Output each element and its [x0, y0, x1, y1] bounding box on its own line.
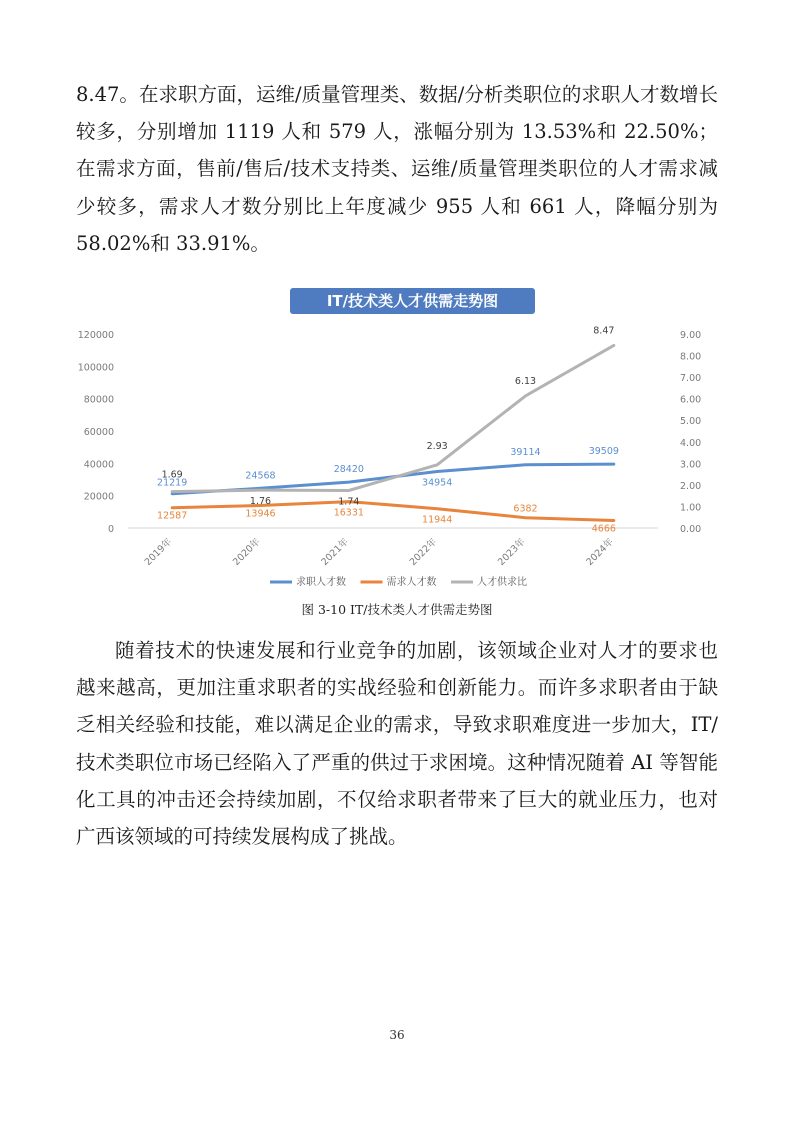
y-right-tick-label: 1.00	[680, 502, 702, 514]
y-left-tick-label: 120000	[77, 330, 114, 341]
data-label: 39509	[588, 446, 619, 458]
y-left-tick-label: 40000	[83, 459, 114, 471]
y-right-tick-label: 0.00	[680, 524, 702, 535]
legend-label: 需求人才数	[386, 577, 437, 588]
data-label: 13946	[245, 508, 276, 520]
y-right-tick-label: 8.00	[680, 351, 702, 363]
page-number: 36	[389, 1028, 405, 1042]
y-right-tick-label: 3.00	[680, 459, 702, 471]
y-right-tick-label: 9.00	[680, 330, 702, 341]
data-label: 39114	[510, 446, 541, 458]
y-right-tick-label: 5.00	[680, 416, 702, 428]
series-line-2	[172, 502, 614, 521]
data-label: 1.74	[338, 496, 360, 508]
data-label: 1.69	[161, 469, 183, 481]
y-left-tick-label: 80000	[83, 394, 114, 406]
data-label: 6.13	[514, 375, 537, 387]
y-right-tick-label: 7.00	[680, 373, 702, 385]
y-left-tick-label: 60000	[83, 427, 114, 438]
data-label: 2.93	[426, 440, 448, 452]
x-tick-label: 2022年	[407, 536, 440, 568]
y-right-tick-label: 4.00	[680, 437, 702, 449]
x-tick-label: 2019年	[142, 536, 175, 568]
figure-caption: 图 3-10 IT/技术类人才供需走势图	[301, 602, 493, 617]
data-label: 6382	[513, 503, 538, 515]
chart-container	[70, 288, 730, 588]
data-label: 8.47	[593, 325, 615, 337]
data-label: 21219	[157, 477, 188, 489]
y-right-tick-label: 2.00	[680, 480, 702, 492]
body-paragraph-1: 8.47。在求职方面，运维/质量管理类、数据/分析类职位的求职人才数增长较多，分别增加 1119 人和 579 人，涨幅分别为 13.53%和 22.50%；在需求方面，售前/售后/技术支持类、运维/质量管理类职位的人才需求减少较多，需求人才数分别比上年度减少 955 人和 661 人，降幅分别为 58.02%和 33.91%。	[76, 83, 718, 255]
chart-title: IT/技术类人才供需走势图	[290, 288, 535, 314]
body-paragraph-2: 随着技术的快速发展和行业竞争的加剧，该领域企业对人才的要求也越来越高，更加注重求职者的实战经验和创新能力。而许多求职者由于缺乏相关经验和技能，难以满足企业的需求，导致求职难度进一步加大，IT/技术类职位市场已经陷入了严重的供过于求困境。这种情况随着 AI 等智能化工具的冲击还会持续加剧，不仅给求职者带来了巨大的就业压力，也对广西该领域的可持续发展构成了挑战。	[76, 639, 718, 849]
y-left-tick-label: 0	[107, 524, 114, 535]
x-tick-label: 2023年	[496, 536, 528, 568]
x-tick-label: 2020年	[231, 536, 263, 568]
x-tick-label: 2021年	[319, 536, 351, 568]
series-line-3	[172, 345, 614, 491]
data-label: 4666	[591, 523, 616, 535]
y-left-tick-label: 100000	[77, 362, 114, 374]
y-left-tick-label: 20000	[83, 491, 114, 503]
y-right-tick-label: 6.00	[680, 394, 702, 406]
data-label: 11944	[422, 514, 453, 526]
data-label: 24568	[245, 470, 276, 482]
legend-label: 求职人才数	[296, 577, 346, 588]
data-label: 1.76	[249, 496, 272, 508]
data-label: 16331	[333, 507, 364, 519]
legend-label: 人才供求比	[477, 577, 527, 588]
data-label: 12587	[157, 510, 188, 522]
data-label: 28420	[333, 464, 364, 476]
line-chart	[70, 288, 730, 598]
data-label: 34954	[422, 477, 453, 489]
x-tick-label: 2024年	[584, 536, 616, 568]
